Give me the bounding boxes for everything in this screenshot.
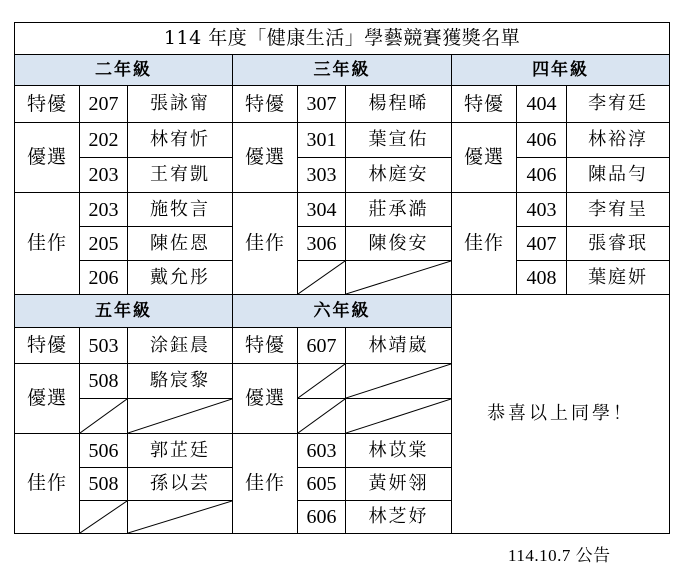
awards-table xyxy=(14,22,670,534)
grade5-excellent-empty-name xyxy=(128,399,233,434)
grade6-excellent-empty-name-2 xyxy=(346,399,452,434)
grade2-merit-class-1: 203 xyxy=(80,193,128,227)
grade5-excellent-label: 優選 xyxy=(15,364,80,434)
grade6-merit-name-2: 黃妍翎 xyxy=(346,468,452,501)
grade2-special-name: 張詠甯 xyxy=(128,86,233,123)
grade4-excellent-name-1: 林裕淳 xyxy=(567,123,670,158)
grade3-header: 三年級 xyxy=(233,55,452,86)
congratulations-message: 恭喜以上同學！ xyxy=(452,295,670,534)
grade2-merit-label: 佳作 xyxy=(15,193,80,295)
grade3-merit-empty-class xyxy=(298,261,346,295)
grade6-merit-class-1: 603 xyxy=(298,434,346,468)
grade5-special-name: 涂鈺晨 xyxy=(128,328,233,364)
grade6-excellent-empty-class-2 xyxy=(298,399,346,434)
grade2-header: 二年級 xyxy=(15,55,233,86)
diagonal-slash xyxy=(298,261,345,294)
grade3-excellent-label: 優選 xyxy=(233,123,298,193)
grade6-merit-class-3: 606 xyxy=(298,501,346,534)
grade6-merit-label: 佳作 xyxy=(233,434,298,534)
grade3-excellent-name-2: 林庭安 xyxy=(346,158,452,193)
grade3-excellent-class-2: 303 xyxy=(298,158,346,193)
grade3-merit-name-1: 莊承澔 xyxy=(346,193,452,227)
grade5-merit-class-2: 508 xyxy=(80,468,128,501)
grade2-merit-class-2: 205 xyxy=(80,227,128,261)
grade4-merit-class-2: 407 xyxy=(517,227,567,261)
page-title: 114 年度「健康生活」學藝競賽獲獎名單 xyxy=(15,23,670,55)
grade5-merit-label: 佳作 xyxy=(15,434,80,534)
grade2-special-label: 特優 xyxy=(15,86,80,123)
grade6-merit-name-3: 林芝妤 xyxy=(346,501,452,534)
grade4-merit-label: 佳作 xyxy=(452,193,517,295)
grade3-special-class: 307 xyxy=(298,86,346,123)
grade4-excellent-class-2: 406 xyxy=(517,158,567,193)
diagonal-slash xyxy=(346,261,451,294)
grade3-excellent-class-1: 301 xyxy=(298,123,346,158)
grade5-header: 五年級 xyxy=(15,295,233,328)
grade2-merit-class-3: 206 xyxy=(80,261,128,295)
grade3-merit-name-2: 陳俊安 xyxy=(346,227,452,261)
grade2-merit-name-3: 戴允彤 xyxy=(128,261,233,295)
grade6-special-label: 特優 xyxy=(233,328,298,364)
grade4-special-label: 特優 xyxy=(452,86,517,123)
grade6-excellent-empty-class-1 xyxy=(298,364,346,399)
diagonal-slash xyxy=(298,399,345,433)
diagonal-slash xyxy=(128,501,232,533)
announcement-date: 114.10.7 公告 xyxy=(508,546,611,565)
grade4-merit-class-3: 408 xyxy=(517,261,567,295)
diagonal-slash xyxy=(346,364,451,398)
grade5-merit-empty-class xyxy=(80,501,128,534)
grade5-excellent-class-1: 508 xyxy=(80,364,128,399)
grade4-excellent-label: 優選 xyxy=(452,123,517,193)
grade2-excellent-name-1: 林宥忻 xyxy=(128,123,233,158)
grade4-merit-name-2: 張睿珉 xyxy=(567,227,670,261)
diagonal-slash xyxy=(80,399,127,433)
grade3-excellent-name-1: 葉宣佑 xyxy=(346,123,452,158)
grade6-special-class: 607 xyxy=(298,328,346,364)
grade3-merit-class-2: 306 xyxy=(298,227,346,261)
grade6-special-name: 林靖崴 xyxy=(346,328,452,364)
grade6-header: 六年級 xyxy=(233,295,452,328)
grade2-excellent-class-2: 203 xyxy=(80,158,128,193)
diagonal-slash xyxy=(298,364,345,398)
grade4-merit-name-1: 李宥呈 xyxy=(567,193,670,227)
grade2-excellent-class-1: 202 xyxy=(80,123,128,158)
grade4-special-class: 404 xyxy=(517,86,567,123)
grade3-merit-empty-name xyxy=(346,261,452,295)
grade3-special-label: 特優 xyxy=(233,86,298,123)
grade6-excellent-label: 優選 xyxy=(233,364,298,434)
grade5-merit-class-1: 506 xyxy=(80,434,128,468)
grade5-merit-name-2: 孫以芸 xyxy=(128,468,233,501)
grade5-excellent-empty-class xyxy=(80,399,128,434)
grade4-merit-name-3: 葉庭妍 xyxy=(567,261,670,295)
grade4-special-name: 李宥廷 xyxy=(567,86,670,123)
grade5-special-class: 503 xyxy=(80,328,128,364)
grade5-excellent-name-1: 駱宸黎 xyxy=(128,364,233,399)
grade2-excellent-label: 優選 xyxy=(15,123,80,193)
grade6-excellent-empty-name-1 xyxy=(346,364,452,399)
diagonal-slash xyxy=(80,501,127,533)
grade3-special-name: 楊程晞 xyxy=(346,86,452,123)
grade4-excellent-class-1: 406 xyxy=(517,123,567,158)
grade2-special-class: 207 xyxy=(80,86,128,123)
diagonal-slash xyxy=(346,399,451,433)
grade3-merit-label: 佳作 xyxy=(233,193,298,295)
grade6-merit-class-2: 605 xyxy=(298,468,346,501)
grade4-header: 四年級 xyxy=(452,55,670,86)
grade5-merit-empty-name xyxy=(128,501,233,534)
grade5-special-label: 特優 xyxy=(15,328,80,364)
grade5-merit-name-1: 郭芷廷 xyxy=(128,434,233,468)
grade2-excellent-name-2: 王宥凱 xyxy=(128,158,233,193)
grade4-merit-class-1: 403 xyxy=(517,193,567,227)
diagonal-slash xyxy=(128,399,232,433)
grade3-merit-class-1: 304 xyxy=(298,193,346,227)
grade2-merit-name-2: 陳佐恩 xyxy=(128,227,233,261)
grade6-merit-name-1: 林苡棠 xyxy=(346,434,452,468)
grade2-merit-name-1: 施牧言 xyxy=(128,193,233,227)
grade4-excellent-name-2: 陳品勻 xyxy=(567,158,670,193)
